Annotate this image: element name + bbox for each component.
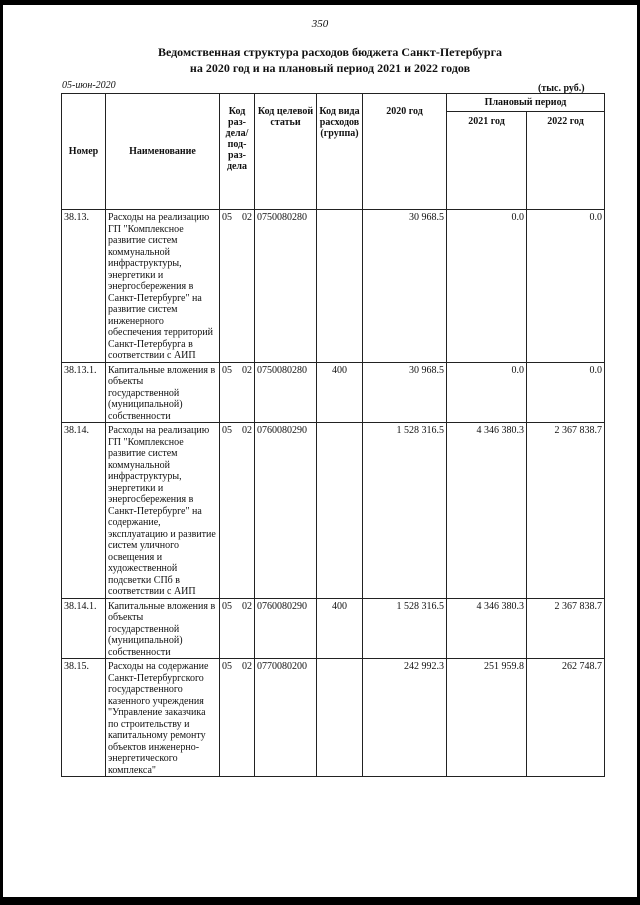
- row-value-2022: 2 367 838.7: [527, 598, 605, 659]
- units-label: (тыс. руб.): [538, 83, 585, 94]
- row-number: 38.14.1.: [62, 598, 106, 659]
- row-value-2022: 2 367 838.7: [527, 423, 605, 599]
- row-value-2021: 4 346 380.3: [447, 423, 527, 599]
- header-name: Наименование: [106, 94, 220, 210]
- row-name: Расходы на реализацию ГП "Комплексное развитие систем коммунальной инфраструктуры, энергетики и энергосбережения в Санкт-Петербурге" на содержание, эксплуатацию и развитие систем уличного освещения и художественной подсветки СПб в соответствии с АИП: [106, 423, 220, 599]
- page-number: 350: [311, 18, 329, 30]
- row-expense-code: 400: [317, 362, 363, 423]
- row-number: 38.14.: [62, 423, 106, 599]
- document-title: [60, 44, 600, 76]
- row-expense-code: [317, 659, 363, 777]
- row-section-code: 05 02: [220, 659, 255, 777]
- row-target-code: 0760080290: [255, 598, 317, 659]
- row-value-2020: 1 528 316.5: [363, 598, 447, 659]
- row-target-code: 0750080280: [255, 362, 317, 423]
- row-name: Расходы на содержание Санкт-Петербургского государственного казенного учреждения "Управление заказчика по строительству и капитальному ремонту объектов инженерно-энергетического комплекса": [106, 659, 220, 777]
- header-section: Код раз-дела/ под-раз-дела: [220, 94, 255, 210]
- header-planned-period: Плановый период: [447, 94, 605, 112]
- header-2022: 2022 год: [527, 112, 605, 210]
- table-row: [62, 362, 605, 423]
- budget-table: [61, 93, 605, 777]
- row-value-2021: 0.0: [447, 362, 527, 423]
- row-value-2020: 1 528 316.5: [363, 423, 447, 599]
- row-name: Капитальные вложения в объекты государственной (муниципальной) собственности: [106, 362, 220, 423]
- row-target-code: 0760080290: [255, 423, 317, 599]
- row-section-code: 05 02: [220, 210, 255, 363]
- row-number: 38.15.: [62, 659, 106, 777]
- row-number: 38.13.1.: [62, 362, 106, 423]
- scan-border-top: [0, 0, 640, 5]
- row-number: 38.13.: [62, 210, 106, 363]
- row-value-2021: 251 959.8: [447, 659, 527, 777]
- table-row: [62, 423, 605, 599]
- table-header: [62, 94, 605, 210]
- table-row: [62, 210, 605, 363]
- header-target: Код целевой статьи: [255, 94, 317, 210]
- title-line-1: Ведомственная структура расходов бюджета Санкт-Петербурга: [157, 45, 503, 59]
- row-target-code: 0770080200: [255, 659, 317, 777]
- header-2021: 2021 год: [447, 112, 527, 210]
- row-name: Капитальные вложения в объекты государственной (муниципальной) собственности: [106, 598, 220, 659]
- row-value-2022: 0.0: [527, 362, 605, 423]
- row-expense-code: 400: [317, 598, 363, 659]
- row-value-2021: 4 346 380.3: [447, 598, 527, 659]
- row-expense-code: [317, 423, 363, 599]
- row-value-2022: 262 748.7: [527, 659, 605, 777]
- row-target-code: 0750080280: [255, 210, 317, 363]
- table-row: [62, 659, 605, 777]
- row-value-2021: 0.0: [447, 210, 527, 363]
- row-value-2020: 242 992.3: [363, 659, 447, 777]
- document-date: 05-июн-2020: [62, 80, 116, 91]
- row-value-2020: 30 968.5: [363, 362, 447, 423]
- table-row: [62, 598, 605, 659]
- scan-border-left: [0, 0, 3, 905]
- title-line-2: на 2020 год и на плановый период 2021 и 2022 годов: [189, 61, 471, 75]
- header-expense: Код вида расходов (группа): [317, 94, 363, 210]
- row-name: Расходы на реализацию ГП "Комплексное развитие систем коммунальной инфраструктуры, энергетики и энергосбережения в Санкт-Петербурге" на развитие систем инженерного обеспечения территорий Санкт-Петербурга в соответствии с АИП: [106, 210, 220, 363]
- header-number: Номер: [62, 94, 106, 210]
- row-section-code: 05 02: [220, 362, 255, 423]
- scan-border-bottom: [0, 897, 640, 905]
- row-section-code: 05 02: [220, 598, 255, 659]
- row-value-2020: 30 968.5: [363, 210, 447, 363]
- row-section-code: 05 02: [220, 423, 255, 599]
- header-2020: 2020 год: [363, 94, 447, 210]
- row-expense-code: [317, 210, 363, 363]
- row-value-2022: 0.0: [527, 210, 605, 363]
